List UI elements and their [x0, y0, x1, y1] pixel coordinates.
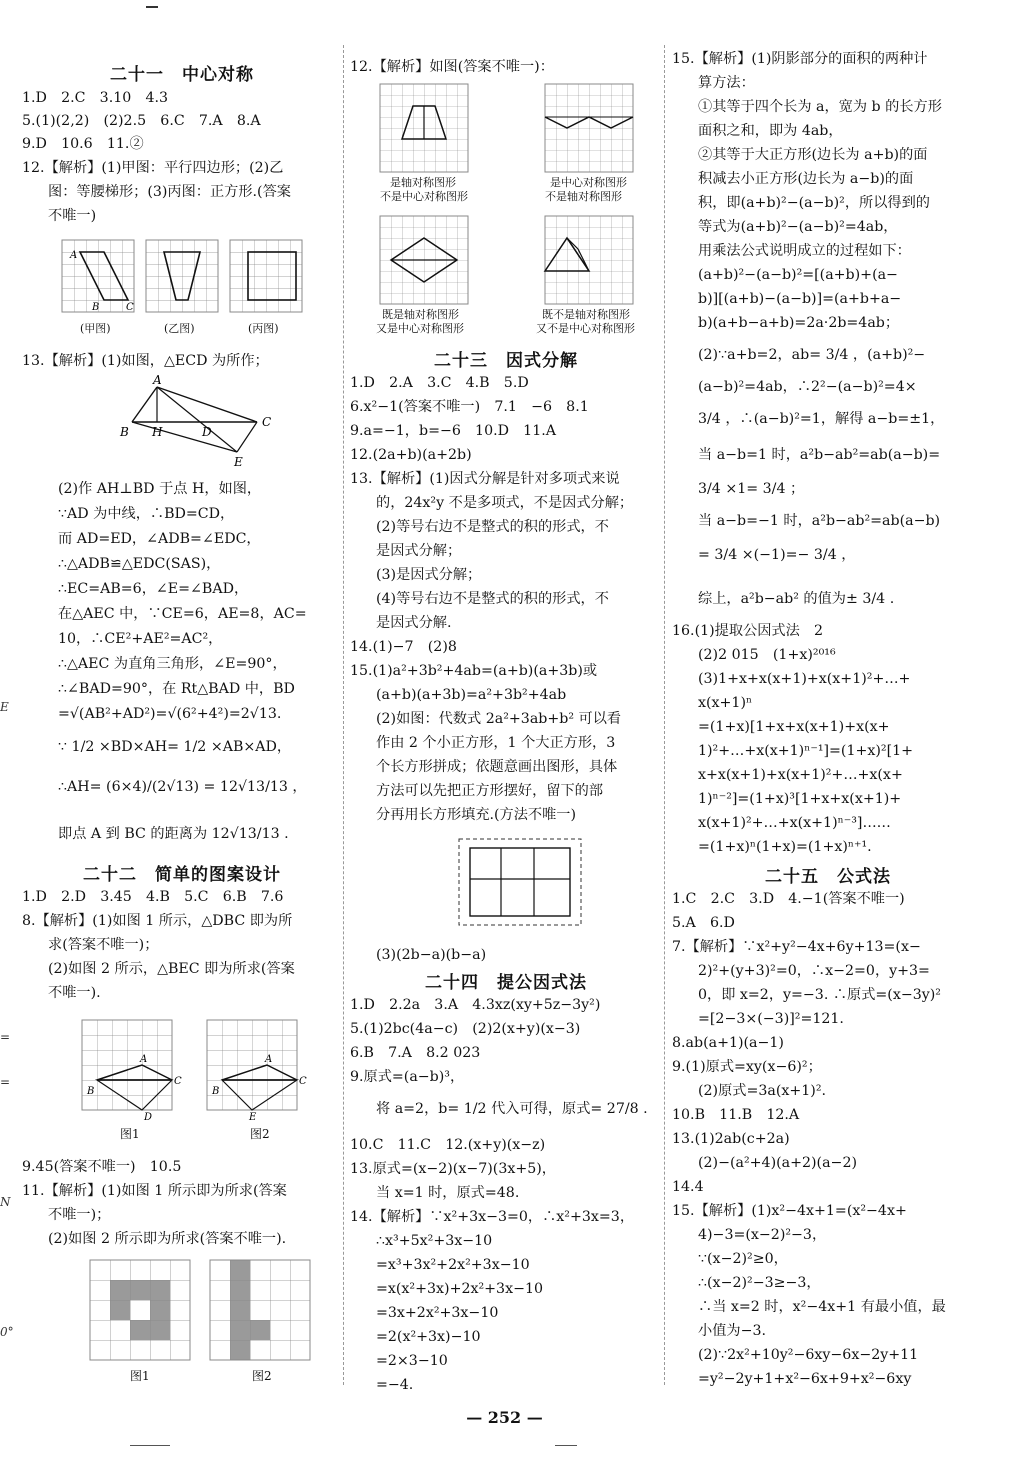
answer-line: 15.【解析】(1)x²−4x+1=(x²−4x+: [672, 1203, 907, 1219]
answer-line: ∴(x−2)²−3≥−3，: [698, 1275, 821, 1291]
answer-line: ∴EC=AB=6，∠E=∠BAD，: [58, 581, 249, 597]
answer-line: b)][(a+b)−(a−b)]=(a+b+a−: [698, 291, 902, 307]
section-heading-21: 二十一 中心对称: [110, 65, 254, 85]
answer-line: 12.【解析】(1)甲图：平行四边形；(2)乙: [22, 160, 284, 176]
svg-text:E: E: [249, 1112, 257, 1123]
answer-line: 3/4 ，∴(a−b)²=1，解得 a−b=±1，: [698, 411, 945, 427]
answer-line: 算方法：: [698, 75, 755, 91]
answer-line: ∴△AEC 为直角三角形，∠E=90°，: [58, 656, 287, 672]
answer-line: 面积之和，即为 4ab，: [698, 123, 843, 139]
answer-line: ∵ 1/2 ×BD×AH= 1/2 ×AB×AD，: [58, 739, 292, 755]
answer-line: ∵AD 为中线，∴BD=CD，: [58, 506, 235, 522]
section-heading-22: 二十二 简单的图案设计: [83, 865, 281, 885]
answer-line: 10.B 11.B 12.A: [672, 1107, 800, 1123]
answer-line: 0，即 x=2，y=−3. ∴原式=(x−3y)²: [698, 987, 941, 1003]
section-heading-23: 二十三 因式分解: [434, 351, 578, 371]
answer-line: ∴∠BAD=90°，在 Rt△BAD 中，BD: [58, 681, 295, 697]
column-3: [672, 0, 984, 1476]
answer-line: ∴△ADB≌△EDC(SAS)，: [58, 556, 221, 572]
svg-text:C: C: [174, 1076, 182, 1087]
answer-line: 综上，a²b−ab² 的值为± 3/4 .: [698, 591, 895, 607]
answer-line: 11.【解析】(1)如图 1 所示即为所求(答案: [22, 1183, 287, 1199]
grid-11-fig2: [210, 1260, 310, 1360]
section-heading-25: 二十五 公式法: [765, 867, 891, 887]
answer-line: 7.【解析】∵x²+y²−4x+6y+13=(x−: [672, 939, 921, 955]
svg-text:C: C: [262, 415, 272, 429]
answer-line: 积减去小正方形(边长为 a−b)的面: [698, 171, 914, 187]
answer-line: (2)2 015 (1+x)²⁰¹⁶: [698, 647, 836, 663]
answer-line: 即点 A 到 BC 的距离为 12√13/13 .: [58, 826, 289, 842]
answer-line: 13.【解析】(1)如图，△ECD 为所作；: [22, 353, 269, 369]
edge-mark-e: E: [0, 700, 9, 714]
answer-line: 在△AEC 中，∵CE=6，AE=8，AC=: [58, 606, 307, 622]
svg-text:B: B: [212, 1086, 220, 1097]
answer-line: 6.x²−1(答案不唯一) 7.1 −6 8.1: [350, 399, 589, 415]
column-1: [22, 0, 342, 1476]
answer-line: 个长方形拼成；依题意画出图形，具体: [376, 759, 618, 775]
answer-line: 9.原式=(a−b)³，: [350, 1069, 465, 1085]
figure-caption: 又是中心对称图形: [376, 322, 464, 335]
answer-line: (3)是因式分解；: [376, 567, 482, 583]
answer-line: ∵(x−2)²≥0，: [698, 1251, 788, 1267]
svg-text:A: A: [70, 250, 78, 261]
answer-line: 9.(1)原式=xy(x−6)²；: [672, 1059, 822, 1075]
figure-triangle-13: [112, 372, 302, 472]
answer-line: 将 a=2，b= 1/2 代入可得，原式= 27/8 .: [376, 1101, 648, 1117]
answer-line: 当 a−b=−1 时，a²b−ab²=ab(a−b): [698, 513, 941, 529]
answer-line: (2)∵2x²+10y²−6xy−6x−2y+11: [698, 1347, 919, 1363]
svg-text:B: B: [87, 1086, 95, 1097]
answer-line: 13.原式=(x−2)(x−7)(3x+5)，: [350, 1161, 556, 1177]
svg-text:C: C: [126, 302, 134, 313]
symm-grid-4: [545, 216, 633, 304]
answer-line: (2)作 AH⊥BD 于点 H，如图，: [58, 481, 262, 497]
answer-line: 9.45(答案不唯一) 10.5: [22, 1159, 182, 1175]
figure-grids-8: [82, 1020, 307, 1123]
answer-line: =2×3−10: [376, 1353, 448, 1369]
answer-line: 14.4: [672, 1179, 704, 1195]
figure-caption: 图2: [250, 1127, 270, 1141]
answer-line: =2(x²+3x)−10: [376, 1329, 481, 1345]
answer-line: 12.(2a+b)(a+2b): [350, 447, 472, 463]
figure-caption: 不是中心对称图形: [380, 190, 468, 203]
svg-text:C: C: [299, 1076, 307, 1087]
edge-mark-eq1: =: [0, 1030, 11, 1044]
svg-text:A: A: [140, 1054, 148, 1065]
answer-line: (a−b)²=4ab，∴2²−(a−b)²=4×: [698, 379, 917, 395]
edge-mark-eq2: =: [0, 1075, 11, 1089]
answer-line: 1.D 2.C 3.10 4.3: [22, 90, 169, 106]
answer-line: (2)如图 2 所示，△BEC 即为所求(答案: [48, 961, 295, 977]
answer-line: 是因式分解；: [376, 543, 462, 559]
answer-line: = 3/4 ×(−1)=− 3/4 ，: [698, 547, 856, 563]
answer-line: =x(x²+3x)+2x²+3x−10: [376, 1281, 544, 1297]
column-divider-2: [664, 45, 665, 1385]
answer-line: 8.ab(a+1)(a−1): [672, 1035, 784, 1051]
svg-text:E: E: [234, 455, 243, 469]
answer-line: 14.【解析】∵x²+3x−3=0，∴x²+3x=3，: [350, 1209, 635, 1225]
answer-line: ∴当 x=2 时，x²−4x+1 有最小值，最: [698, 1299, 946, 1315]
edge-mark-n: N: [0, 1195, 11, 1209]
svg-text:B: B: [92, 302, 100, 313]
answer-line: =x³+3x²+2x²+3x−10: [376, 1257, 530, 1273]
figure-caption: 图1: [120, 1127, 140, 1141]
answer-line: ①其等于四个长为 a，宽为 b 的长方形: [698, 99, 942, 115]
figure-grids-11: [90, 1260, 330, 1365]
figure-caption: 又不是中心对称图形: [536, 322, 635, 335]
figure-caption: (丙图): [248, 322, 279, 335]
answer-line: (2)∵a+b=2，ab= 3/4 ，(a+b)²−: [698, 347, 926, 363]
edge-mark-deg: 0°: [0, 1325, 14, 1339]
answer-line: 分再用长方形填充.(方法不唯一): [376, 807, 577, 823]
figure-caption: 图2: [252, 1369, 272, 1383]
answer-line: (a+b)(a+3b)=a²+3b²+4ab: [376, 687, 567, 703]
answer-line: 不唯一)；: [48, 1207, 111, 1223]
answer-line: (4)等号右边不是整式的积的形式，不: [376, 591, 609, 607]
answer-line: 而 AD=ED，∠ADB=∠EDC，: [58, 531, 261, 547]
answer-line: 14.(1)−7 (2)8: [350, 639, 457, 655]
answer-line: b)(a+b−a+b)=2a·2b=4ab；: [698, 315, 900, 331]
answer-line: =(1+x)ⁿ(1+x)=(1+x)ⁿ⁺¹.: [698, 839, 872, 855]
answer-line: =√(AB²+AD²)=√(6²+4²)=2√13.: [58, 706, 282, 722]
answer-line: 13.(1)2ab(c+2a): [672, 1131, 790, 1147]
answer-line: 1.D 2.2a 3.A 4.3xz(xy+5z−3y²): [350, 997, 601, 1013]
answer-line: ∴x³+5x²+3x−10: [376, 1233, 493, 1249]
answer-line: x(x+1)ⁿ: [698, 695, 753, 711]
page-number: — 252 —: [466, 1408, 543, 1427]
section-heading-24: 二十四 提公因式法: [425, 973, 587, 993]
answer-line: 10，∴CE²+AE²=AC²，: [58, 631, 223, 647]
figure-caption: 既是轴对称图形: [382, 308, 459, 321]
column-divider-1: [343, 45, 344, 1385]
answer-line: (2)等号右边不是整式的积的形式，不: [376, 519, 609, 535]
answer-line: 9.a=−1，b=−6 10.D 11.A: [350, 423, 556, 439]
answer-line: 4)−3=(x−2)²−3，: [698, 1227, 827, 1243]
figure-caption: 既不是轴对称图形: [542, 308, 630, 321]
answer-line: 9.D 10.6 11.②: [22, 136, 144, 152]
figure-caption: (乙图): [164, 322, 195, 335]
answer-line: (a+b)²−(a−b)²=[(a+b)+(a−: [698, 267, 898, 283]
grid-bing: [230, 240, 302, 312]
answer-line: 15.(1)a²+3b²+4ab=(a+b)(a+3b)或: [350, 663, 598, 679]
figure-rectangle-tiling-15: [458, 838, 583, 928]
answer-line: 小值为−3.: [698, 1323, 766, 1339]
answer-line: 6.B 7.A 8.2 023: [350, 1045, 481, 1061]
answer-line: 12.【解析】如图(答案不唯一)：: [350, 59, 554, 75]
figure-caption: 是轴对称图形: [390, 176, 456, 189]
answer-line: 作由 2 个小正方形，1 个大正方形，3: [376, 735, 616, 751]
grid-jia: [62, 240, 134, 313]
svg-text:D: D: [202, 425, 212, 439]
answer-line: =(1+x)[1+x+x(x+1)+x(x+: [698, 719, 890, 735]
figure-caption: 不是轴对称图形: [545, 190, 622, 203]
column-2: [350, 0, 662, 1476]
answer-line: ∴AH= (6×4)/(2√13) = 12√13/13 ，: [58, 779, 307, 795]
answer-line: (2)如图 2 所示即为所求(答案不唯一).: [48, 1231, 287, 1247]
answer-line: (2)如图：代数式 2a²+3ab+b² 可以看: [376, 711, 622, 727]
answer-line: 当 x=1 时，原式=48.: [376, 1185, 520, 1201]
figure-caption: (甲图): [80, 322, 111, 335]
answer-line: =[2−3×(−3)]²=121.: [698, 1011, 844, 1027]
answer-line: 用乘法公式说明成立的过程如下：: [698, 243, 911, 259]
symm-grid-2: [545, 84, 633, 172]
svg-text:D: D: [144, 1112, 153, 1123]
answer-line: 当 a−b=1 时，a²b−ab²=ab(a−b)=: [698, 447, 941, 463]
answer-line: 3/4 ×1= 3/4 ；: [698, 481, 805, 497]
answer-line: 图：等腰梯形；(3)丙图：正方形.(答案: [48, 184, 291, 200]
grid-fig2: [207, 1020, 307, 1123]
answer-line: 15.【解析】(1)阴影部分的面积的两种计: [672, 51, 928, 67]
answer-line: 5.(1)2bc(4a−c) (2)2(x+y)(x−3): [350, 1021, 581, 1037]
answer-line: 方法可以先把正方形摆好，留下的部: [376, 783, 604, 799]
answer-line: 1)ⁿ⁻²]=(1+x)³[1+x+x(x+1)+: [698, 791, 902, 807]
answer-line: 1.D 2.D 3.45 4.B 5.C 6.B 7.6: [22, 889, 284, 905]
symm-grid-3: [380, 216, 468, 304]
answer-line: 5.(1)(2,2) (2)2.5 6.C 7.A 8.A: [22, 113, 261, 129]
answer-line: =−4.: [376, 1377, 414, 1393]
answer-line: (2)原式=3a(x+1)².: [698, 1083, 827, 1099]
answer-line: (2)−(a²+4)(a+2)(a−2): [698, 1155, 857, 1171]
answer-line: 的，24x²y 不是多项式，不是因式分解；: [376, 495, 634, 511]
svg-text:B: B: [120, 425, 129, 439]
answer-line: 2)²+(y+3)²=0，∴x−2=0，y+3=: [698, 963, 930, 979]
answer-line: 不唯一).: [48, 985, 101, 1001]
grid-fig1: [82, 1020, 182, 1123]
answer-line: =3x+2x²+3x−10: [376, 1305, 499, 1321]
answer-line: 16.(1)提取公因式法 2: [672, 623, 823, 639]
svg-text:A: A: [265, 1054, 273, 1065]
answer-line: 积，即(a+b)²−(a−b)²，所以得到的: [698, 195, 930, 211]
figure-caption: 是中心对称图形: [550, 176, 627, 189]
answer-line: 5.A 6.D: [672, 915, 735, 931]
svg-text:H: H: [152, 425, 163, 439]
answer-line: =y²−2y+1+x²−6x+9+x²−6xy: [698, 1371, 912, 1387]
answer-line: 1.D 2.A 3.C 4.B 5.D: [350, 375, 529, 391]
answer-line: 1)²+…+x(x+1)ⁿ⁻¹]=(1+x)²[1+: [698, 743, 914, 759]
answer-line: 求(答案不唯一)；: [48, 937, 159, 953]
answer-line: 8.【解析】(1)如图 1 所示，△DBC 即为所: [22, 913, 293, 929]
grid-yi: [146, 240, 218, 312]
answer-line: 13.【解析】(1)因式分解是针对多项式来说: [350, 471, 620, 487]
answer-line: ②其等于大正方形(边长为 a+b)的面: [698, 147, 928, 163]
answer-line: x(x+1)²+…+x(x+1)ⁿ⁻³]……: [698, 815, 891, 831]
answer-line: x+x(x+1)+x(x+1)²+…+x(x+: [698, 767, 903, 783]
figure-caption: 图1: [130, 1369, 150, 1383]
figure-grids-12: [62, 240, 312, 315]
svg-text:A: A: [153, 373, 162, 387]
answer-line: 等式为(a+b)²−(a−b)²=4ab，: [698, 219, 898, 235]
symm-grid-1: [380, 84, 468, 172]
answer-line: 是因式分解.: [376, 615, 452, 631]
answer-line: (3)(2b−a)(b−a): [376, 947, 487, 963]
answer-line: 10.C 11.C 12.(x+y)(x−z): [350, 1137, 546, 1153]
answer-line: 不唯一): [48, 208, 97, 224]
answer-line: (3)1+x+x(x+1)+x(x+1)²+…+: [698, 671, 911, 687]
grid-11-fig1: [90, 1260, 190, 1360]
answer-line: 1.C 2.C 3.D 4.−1(答案不唯一): [672, 891, 905, 907]
